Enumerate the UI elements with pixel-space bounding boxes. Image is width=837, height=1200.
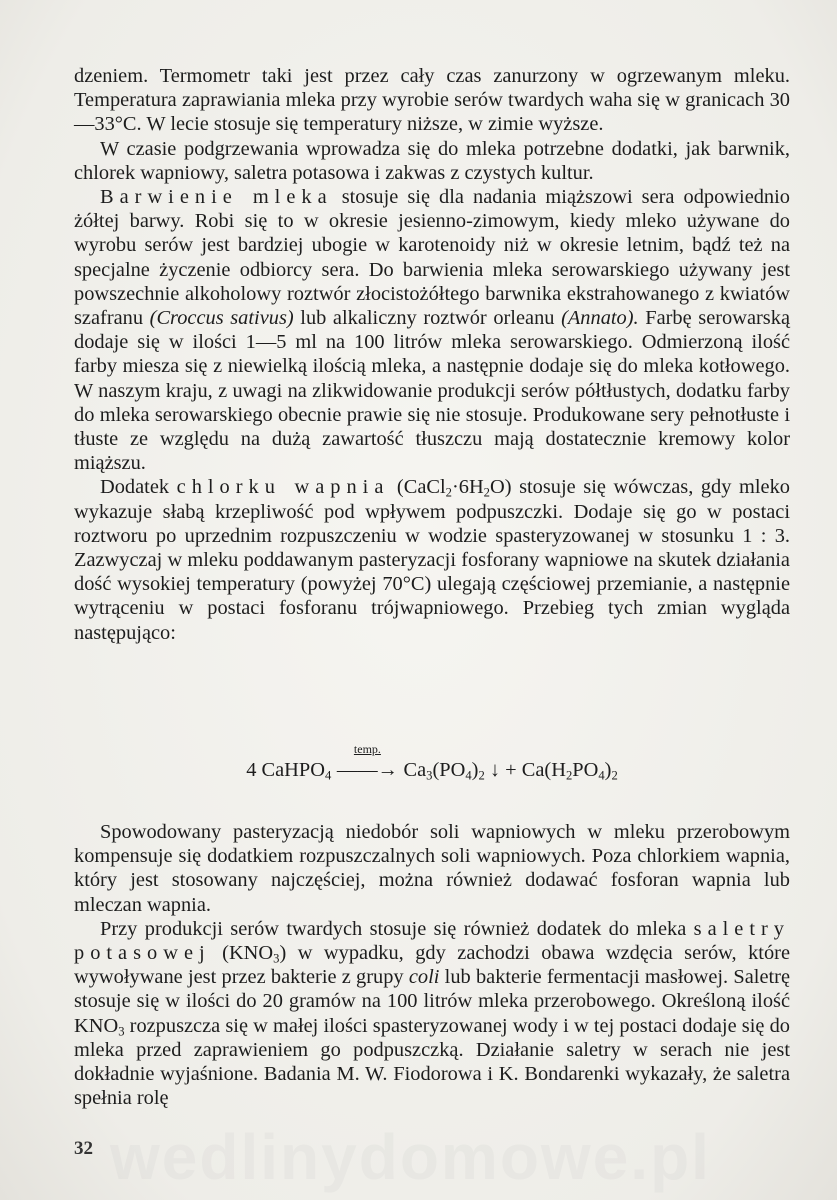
latin-name: coli bbox=[408, 966, 440, 989]
paragraph-1: dzeniem. Termometr taki jest przez cały czas zanurzony w ogrzewanym mleku. Temperatura zaprawiania mleka przy wyrobie serów twardych waha się w granicach 30—33°C. W lecie stosuje się temperatury niższe, w zimie wyższe. bbox=[74, 65, 790, 136]
subscript: 4 bbox=[465, 768, 472, 783]
body-text-bottom bbox=[74, 820, 790, 1110]
page-number: 32 bbox=[74, 1138, 93, 1159]
subscript: 2 bbox=[483, 485, 490, 500]
subscript: 4 bbox=[324, 768, 332, 783]
subscript: 2 bbox=[478, 768, 485, 783]
text-run: Przy produkcji serów twardych stosuje się również dodatek do mleka bbox=[100, 917, 694, 940]
eq-part: ) bbox=[604, 759, 612, 781]
paragraph-saletra bbox=[74, 917, 790, 1111]
subscript: 3 bbox=[426, 768, 433, 783]
latin-name: (Annato). bbox=[561, 307, 639, 330]
subscript: 3 bbox=[273, 951, 280, 966]
eq-part: Ca bbox=[403, 759, 427, 781]
eq-part: Ca(H bbox=[521, 759, 566, 781]
paragraph-barwienie bbox=[74, 185, 790, 475]
paragraph-chlorek bbox=[74, 475, 790, 644]
text-run: Farbę serowarską dodaje się w ilości 1—5 ml na 100 litrów mleka serowarskiego. Odmierzoną ilość farby miesza się z niewielką ilością mleka, a następnie dodaje się do mleka kotłowego. W naszym kraju, z uwagi na zlikwidowanie produkcji serów półtłustych, dodatku farby do mleka serowarskiego obecnie prawie się nie stosuje. Produkowane sery pełnotłuste i tłuste ze względu na dużą zawartość tłuszczu mają dostatecznie kremowy kolor miąższu. bbox=[74, 307, 790, 475]
reaction-arrow bbox=[336, 742, 398, 782]
spaced-term: Barwienie mleka bbox=[100, 186, 333, 209]
paragraph-niedobor: Spowodowany pasteryzacją niedobór soli wapniowych w mleku przerobowym kompensuje się dodatkiem rozpuszczalnych soli wapniowych. Poza chlorkiem wapnia, który jest stosowany najczęściej, można również dodawać fosforan wapnia lub mleczan wapnia. bbox=[74, 821, 790, 916]
text-run: rozpuszcza się w małej ilości spasteryzowanej wody i w tej postaci dodaje się do mleka przed zaprawieniem go podpuszczką. Działanie saletry w serach nie jest dokładnie wyjaśnione. Badania M. W. Fiodorowa i K. Bondarenki wykazały, że saletra spełnia rolę bbox=[74, 1014, 790, 1110]
spaced-term: chlorku wapnia bbox=[176, 476, 390, 499]
latin-name: (Croccus sativus) bbox=[149, 307, 294, 330]
chem-formula: (KNO bbox=[210, 942, 274, 965]
text-run: stosuje się dla nadania miąższowi sera odpowiednio żółtej barwy. Robi się to w okresie jesienno-zimowym, kiedy mleko używane do wyrobu serów jest bardziej ubogie w karotenoidy niż w okresie letnim, bądź też na specjalne życzenie odbiorcy sera. Do barwienia mleka serowarskiego używany jest powszechnie alkoholowy roztwór złocistożółtego barwnika ekstrahowanego z kwiatów szafranu bbox=[74, 186, 790, 330]
chem-formula: O) bbox=[489, 476, 512, 499]
subscript: 3 bbox=[118, 1024, 125, 1039]
arrow-label: temp. bbox=[353, 742, 381, 756]
eq-part: 4 CaHPO bbox=[246, 759, 325, 781]
text-run: stosuje się wówczas, gdy mleko wykazuje słabą krzepliwość pod wpływem podpuszczki. Dodaje się go w postaci roztworu po uprzednim rozpuszczeniu w wodzie spasteryzowanej w stosunku 1 : 3. Zazwyczaj w mleku poddawanym pasteryzacji fosforany wapniowe na skutek działania dość wysokiej temperatury (powyżej 70°C) ulegają częściowej przemianie, a następnie wytrąceniu w postaci fosforanu trójwapniowego. Przebieg tych zmian wygląda następująco: bbox=[74, 476, 790, 644]
text-run: w wypadku, gdy zachodzi obawa wzdęcia serów, które wywoływane jest przez bakterie z grupy bbox=[74, 942, 791, 989]
subscript: 4 bbox=[598, 768, 605, 783]
chemical-equation bbox=[74, 742, 790, 783]
subscript: 2 bbox=[565, 768, 573, 783]
paragraph-2: W czasie podgrzewania wprowadza się do mleka potrzebne dodatki, jak barwnik, chlorek wapniowy, saletra potasowa i zakwas z czystych kultur. bbox=[74, 137, 790, 184]
eq-part: ) bbox=[471, 759, 479, 781]
chem-formula: (CaCl bbox=[389, 476, 446, 499]
subscript: 2 bbox=[445, 485, 452, 500]
subscript: 2 bbox=[611, 768, 618, 783]
eq-part: PO bbox=[572, 759, 599, 781]
eq-part: (PO bbox=[432, 759, 466, 781]
watermark: wedlinydomowe.pl bbox=[110, 1121, 711, 1193]
text-run: Dodatek bbox=[100, 476, 177, 499]
body-text-top bbox=[74, 64, 790, 645]
arrow-icon: ——→ bbox=[336, 759, 398, 781]
text-run: lub alkaliczny roztwór orleanu bbox=[293, 307, 562, 330]
chem-formula: ·6H bbox=[451, 476, 484, 499]
eq-part: ↓ + bbox=[484, 759, 522, 781]
text-run: lub bakterie fermentacji masłowej. Saletrę stosuje się w ilości do 20 gramów na 100 litrów mleka przerobowego. Określoną ilość KNO bbox=[74, 966, 791, 1037]
spaced-term: saletry potasowej bbox=[74, 917, 790, 965]
chem-formula: ) bbox=[279, 942, 287, 965]
